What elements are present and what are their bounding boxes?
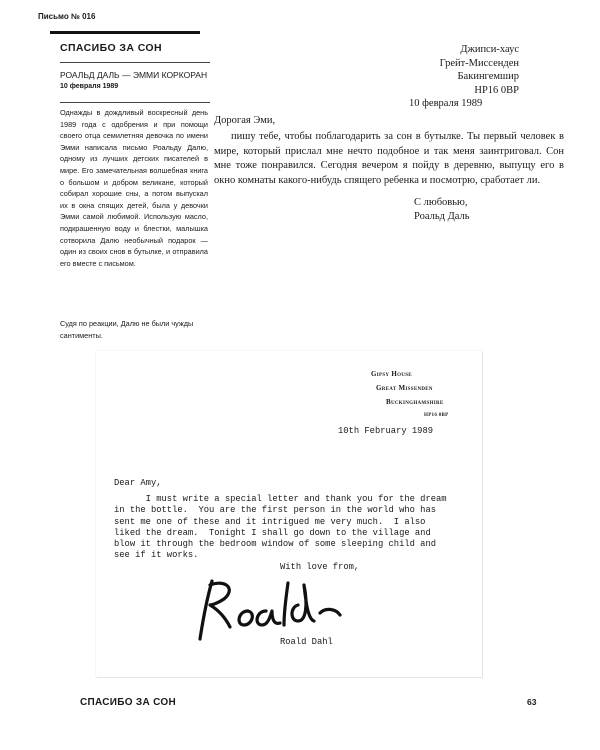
original-address-line: HP16 0BP — [424, 413, 449, 418]
translation-closing: С любовью, — [414, 197, 468, 208]
translation-address-line: Джипси-хаус — [460, 44, 519, 55]
top-divider — [50, 31, 200, 34]
original-address-line: Gipsy House — [371, 370, 412, 378]
original-salutation: Dear Amy, — [114, 478, 162, 488]
original-body: I must write a special letter and thank you for the dream in the bottle. You are the first person in the world who has sent me one of these and it intrigued me very much. I also liked the dream. Tonight I shall go down to the village and blow it through the bedroom window of some sleeping child and see if it works. — [114, 494, 447, 561]
title-divider — [60, 62, 210, 63]
translation-date: 10 февраля 1989 — [409, 98, 483, 109]
original-closing: With love from, — [280, 562, 360, 572]
original-date: 10th February 1989 — [338, 426, 434, 436]
original-address-line: Great Missenden — [376, 384, 433, 392]
page-number: 63 — [527, 697, 537, 707]
handwritten-signature — [190, 575, 350, 645]
original-address-line: Buckinghamshire — [386, 398, 444, 406]
translation-address-line: Бакингемшир — [457, 71, 519, 82]
sidebar-title: СПАСИБО ЗА СОН — [60, 42, 162, 54]
letter-date-small: 10 февраля 1989 — [60, 83, 119, 90]
translation-body: пишу тебе, чтобы поблагодарить за сон в бутылке. Ты первый человек в мире, который прислал мне нечто подобное и так меня заинтриговал. Сон мне тоже понравился. Сегодня вечером я пойду в деревню, выпущу его в окно комнаты какого-нибудь спящего ребенка и посмотрю, сработает ли. — [214, 131, 564, 186]
author-line: РОАЛЬД ДАЛЬ — ЭММИ КОРКОРАН — [60, 70, 208, 80]
letter-number: Письмо № 016 — [38, 12, 96, 21]
translation-address-line: HP16 0BP — [474, 85, 519, 96]
sidebar-story-text: Однажды в дождливый воскресный день 1989 года с одобрения и при помощи своего отца семилетняя девочка по имени Эмми написала письмо Роальду Далю, одному из лучших детских писателей в мире. Его замечательная волшебная книга о большом и добром великане, который собирал хорошие сны, а потом выпускал их в окна спящих детей, была у девочки Эмми самой любимой. Использую масло, подкрашенную воду и блестки, малышка сотворила Далю необычный подарок — один из своих снов в бутылке, и отправила его вместе с письмом. — [60, 108, 208, 268]
sidebar-note: Судя по реакции, Далю не были чужды сантименты. — [60, 319, 194, 340]
footer-title: СПАСИБО ЗА СОН — [80, 697, 176, 708]
translation-signature-name: Роальд Даль — [414, 211, 470, 222]
translation-salutation: Дорогая Эми, — [214, 115, 276, 126]
author-divider — [60, 102, 210, 103]
original-typed-name: Roald Dahl — [280, 637, 333, 647]
translation-address-line: Грейт-Миссенден — [439, 58, 519, 69]
